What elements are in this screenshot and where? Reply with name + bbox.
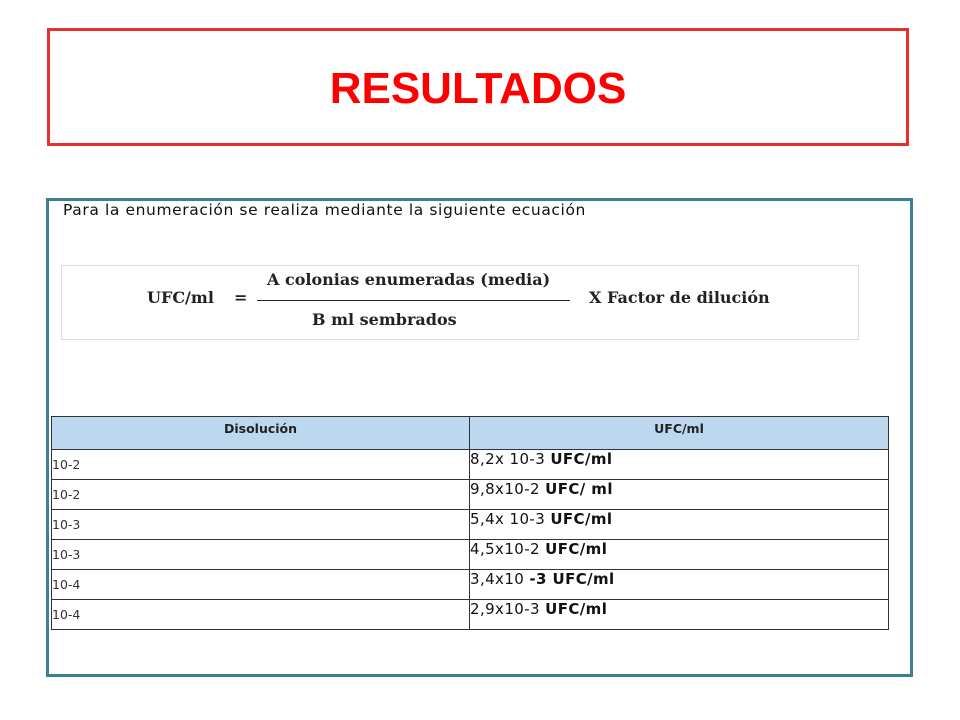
dilution-cell: 10-2 bbox=[52, 450, 470, 480]
table-row bbox=[52, 480, 889, 510]
formula-numerator: A colonias enumeradas (media) bbox=[267, 270, 551, 289]
ufc-value: 5,4x 10-3 bbox=[470, 510, 546, 528]
ufc-cell bbox=[470, 480, 889, 510]
header-dilution: Disolución bbox=[52, 417, 470, 450]
dilution-cell: 10-4 bbox=[52, 600, 470, 630]
title-box bbox=[47, 28, 909, 146]
ufc-cell bbox=[470, 540, 889, 570]
header-ufc: UFC/ml bbox=[470, 417, 889, 450]
table-header-row bbox=[52, 417, 889, 450]
ufc-value: 4,5x10-2 bbox=[470, 540, 540, 558]
page-title: RESULTADOS bbox=[329, 64, 627, 113]
table-row bbox=[52, 510, 889, 540]
intro-text: Para la enumeración se realiza mediante la siguiente ecuación bbox=[63, 201, 586, 219]
formula-equals: = bbox=[234, 288, 248, 307]
table-row bbox=[52, 450, 889, 480]
ufc-unit: UFC/ml bbox=[550, 510, 613, 528]
ufc-cell bbox=[470, 510, 889, 540]
dilution-cell: 10-4 bbox=[52, 570, 470, 600]
table-row bbox=[52, 600, 889, 630]
results-table bbox=[51, 416, 889, 630]
ufc-cell bbox=[470, 570, 889, 600]
formula-lhs: UFC/ml bbox=[147, 288, 214, 307]
ufc-value: 3,4x10 bbox=[470, 570, 525, 588]
content-box bbox=[46, 198, 913, 677]
table-row bbox=[52, 540, 889, 570]
ufc-unit: UFC/ml bbox=[545, 600, 608, 618]
ufc-unit: UFC/ ml bbox=[545, 480, 613, 498]
formula-factor: X Factor de dilución bbox=[589, 288, 770, 307]
ufc-unit: UFC/ml bbox=[545, 540, 608, 558]
ufc-value: 2,9x10-3 bbox=[470, 600, 540, 618]
dilution-cell: 10-2 bbox=[52, 480, 470, 510]
ufc-unit: -3 UFC/ml bbox=[529, 570, 615, 588]
ufc-value: 9,8x10-2 bbox=[470, 480, 540, 498]
formula-denominator: B ml sembrados bbox=[312, 310, 457, 329]
dilution-cell: 10-3 bbox=[52, 540, 470, 570]
formula-image bbox=[61, 265, 859, 340]
dilution-cell: 10-3 bbox=[52, 510, 470, 540]
ufc-unit: UFC/ml bbox=[550, 450, 613, 468]
ufc-value: 8,2x 10-3 bbox=[470, 450, 546, 468]
ufc-cell bbox=[470, 600, 889, 630]
ufc-cell bbox=[470, 450, 889, 480]
table-row bbox=[52, 570, 889, 600]
fraction-line bbox=[257, 300, 570, 301]
